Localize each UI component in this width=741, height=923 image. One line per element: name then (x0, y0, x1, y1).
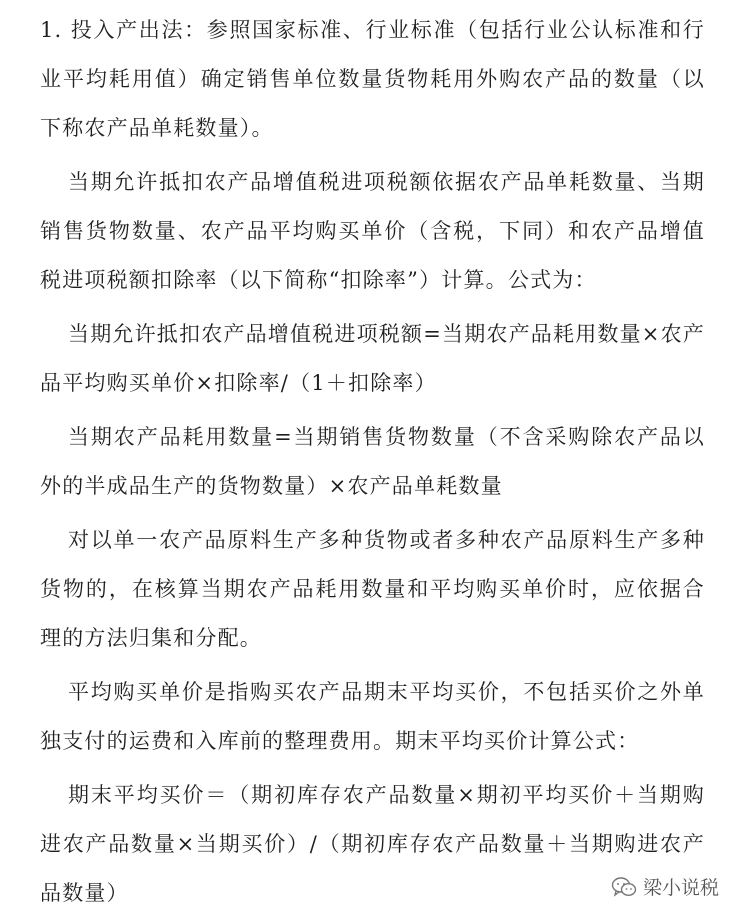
watermark-text: 梁小说税 (642, 877, 719, 899)
formula-consumption-quantity: 当期农产品耗用数量=当期销售货物数量（不含采购除农产品以外的半成品生产的货物数量）×农产品单耗数量 (40, 425, 705, 498)
formula-period-end-average-price: 期末平均买价＝（期初库存农产品数量×期初平均买价＋当期购进农产品数量×当期买价）/（期初库存农产品数量＋当期购进农产品数量） (40, 783, 705, 905)
wechat-icon (611, 876, 637, 898)
paragraph-allocation: 对以单一农产品原料生产多种货物或者多种农产品原料生产多种货物的，在核算当期农产品耗用数量和平均购买单价时，应依据合理的方法归集和分配。 (40, 528, 705, 650)
paragraph-deduction-basis: 当期允许抵扣农产品增值税进项税额依据农产品单耗数量、当期销售货物数量、农产品平均购买单价（含税，下同）和农产品增值税进项税额扣除率（以下简称“扣除率”）计算。公式为： (40, 170, 705, 292)
watermark (611, 873, 719, 900)
formula-deductible-input-tax: 当期允许抵扣农产品增值税进项税额=当期农产品耗用数量×农产品平均购买单价×扣除率/（1＋扣除率） (40, 322, 705, 395)
paragraph-method-heading: 1. 投入产出法：参照国家标准、行业标准（包括行业公认标准和行业平均耗用值）确定销售单位数量货物耗用外购农产品的数量（以下称农产品单耗数量）。 (40, 18, 705, 140)
document-body (40, 6, 705, 923)
paragraph-average-price-definition: 平均购买单价是指购买农产品期末平均买价，不包括买价之外单独支付的运费和入库前的整理费用。期末平均买价计算公式： (40, 680, 705, 753)
